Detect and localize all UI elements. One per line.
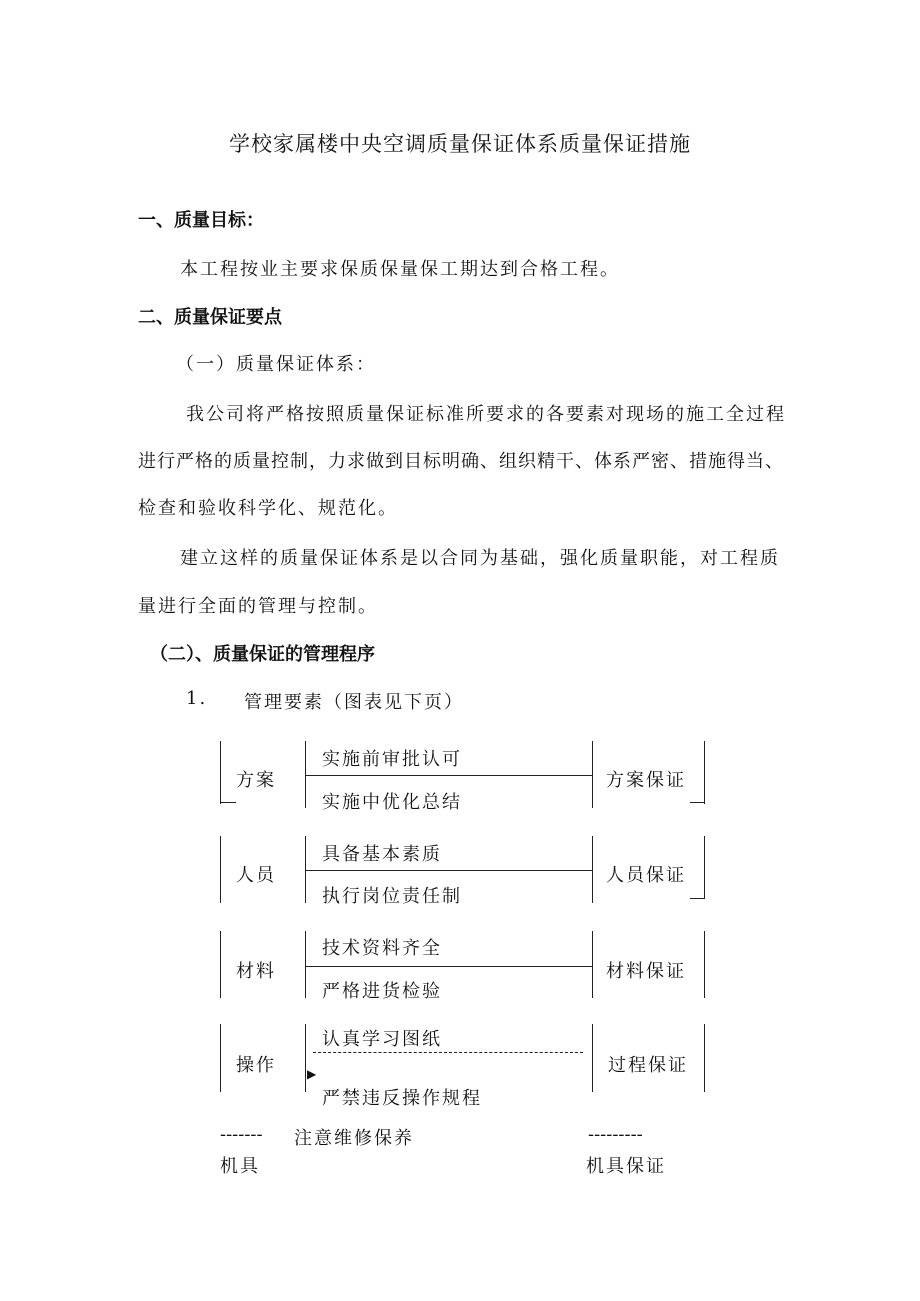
machine-right-label: 机具保证 [586,1156,666,1177]
subsection-1-heading: （一）质量保证体系： [176,354,376,375]
arrow-icon: ▶ [307,1067,317,1081]
row-top-text: 具备基本素质 [322,844,442,865]
paragraph-1-line-2: 进行严格的质量控制，力求做到目标明确、组织精干、体系严密、措施得当、 [138,451,784,472]
subsection-2-heading: （二）、质量保证的管理程序 [150,644,375,665]
section-2-heading: 二、质量保证要点 [138,307,282,328]
list-item-text: 管理要素（图表见下页） [244,692,464,713]
row-top-text: 认真学习图纸 [322,1029,442,1050]
page-title: 学校家属楼中央空调质量保证体系质量保证措施 [229,132,691,156]
paragraph-1-line-3: 检查和验收科学化、规范化。 [138,498,398,519]
clipped-text-container [322,1080,562,1109]
row-bottom-text: 执行岗位责任制 [322,886,462,907]
list-item-number: 1. [186,688,208,709]
section-1-paragraph: 本工程按业主要求保质保量保工期达到合格工程。 [180,259,620,280]
row-left-label: 材料 [236,961,276,982]
row-bottom-text: 严格进货检验 [322,981,442,1002]
machine-dash-left: ------- [220,1124,263,1145]
section-1-heading: 一、质量目标： [138,210,264,231]
row-right-label: 方案保证 [606,770,686,791]
row-left-label: 人员 [236,865,276,886]
row-left-label: 方案 [236,770,276,791]
machine-left-label: 机具 [220,1156,260,1177]
row-top-text: 技术资料齐全 [322,938,442,959]
paragraph-2-line-2: 量进行全面的管理与控制。 [138,596,378,617]
row-bottom-text: 实施中优化总结 [322,792,462,813]
paragraph-2-line-1: 建立这样的质量保证体系是以合同为基础，强化质量职能，对工程质 [180,548,780,569]
machine-dash-right: --------- [588,1124,643,1145]
row-right-label: 材料保证 [606,961,686,982]
row-right-label: 人员保证 [606,865,686,886]
row-bottom-text: 严禁违反操作规程 [322,1088,482,1109]
row-top-text: 实施前审批认可 [322,749,462,770]
paragraph-1-line-1: 我公司将严格按照质量保证标准所要求的各要素对现场的施工全过程 [186,404,786,425]
machine-middle-text: 注意维修保养 [294,1128,414,1149]
row-left-label: 操作 [236,1055,276,1076]
row-right-label: 过程保证 [608,1055,688,1076]
